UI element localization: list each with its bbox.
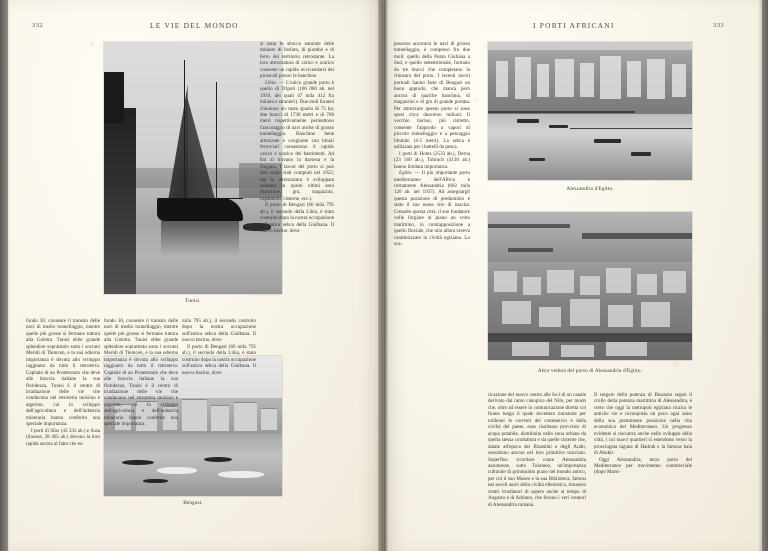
left-col-b2-text xyxy=(182,318,256,376)
right-col-a-para2: I porti di Homs (2533 ab.), Derna (23 560 ab.), Tobruch (4130 ab.) hanno limitata importanza. xyxy=(394,150,470,170)
right-col-b-para1: ricazione del nuovo centro alle foci di un canale derivato dal ramo canopico del Nilo, per modo che, oltre ad essere in comunicazione diretta col fiume lungo il quale dovettero transitare per millenni le correnti del commercio e della civiltà del paese, esso risultasse provvisto di acqua potabile, distribuita nella zona urbana da quella stessa conduttura e da quelle cisterne che, datate all'epoca dei Bizantini e degli Arabi, sussistono ancora nel loro primitivo tracciato. Superfluo ricordare come Alessandria assumesse, sotto Tolomeo, un'importanza culturale di primissimo piano nel mondo antico, per cui il suo Museo e la sua Biblioteca, famosi nei secoli aurei della civiltà ellenistica, rimasero centri irradiatori di sapere anche al tempo di Augusto e di Adriano, che furono i veri creatori di Alessandria romana. xyxy=(488,392,586,508)
caption-tunisi: Tunisi. xyxy=(185,298,201,304)
caption-bengasi: Bengasi. xyxy=(183,500,203,506)
photo-alessandria-port xyxy=(488,42,692,180)
left-col-a-text xyxy=(26,318,100,447)
left-col-c-para2 xyxy=(260,80,334,203)
right-running-head: I PORTI AFRICANI xyxy=(533,21,615,30)
left-col-c-para1: si sono lo sbocco naturale delle miniere di fosfato, di piombo e di ferro del territorio retrostante. La loro attrezzatura di carico e scarico consente un rapido avvicendarsi dei piroscafi presso le banchine. xyxy=(260,41,334,80)
right-col-a-text xyxy=(394,41,470,531)
left-col-c-para2-body: — L'unico grande porto è quello di Tripoli (106 000 ab. nel 1939, dei quali 47 mila 412 fra italiani e stranieri). Due moli foranei chiudono un vasto spazio di 75 ha; due bracci di 1730 metri e di 780 metri rispettivamente permettono l'ancoraggio di navi anche di grosso tonnellaggio. Banchine bene attrezzate e congiunte con binari ferroviari consentono il rapido carico e scarico dei bastimenti. Ad Est si trovano la darsena e la Dogana. I lavori del porto si può dire siano stati compiuti nel 1922, ma la attrezzatura è sviluppata soltanto in questi ultimi anni (banchine, gru, magazzini, capannoni, cisterne, ecc.). xyxy=(260,79,334,202)
left-col-b2-upper: mila 795 ab.), il secondo costruito dopo la nostra occupazione sull'antica sebca della Giulbana. Il nuovo bacino, dove xyxy=(182,318,256,344)
lead-libia: Libia. xyxy=(265,79,277,86)
left-col-c-text xyxy=(260,41,334,531)
photo-alessandria-port-alt-view xyxy=(488,212,692,360)
right-col-a-upper: possono ancorarsi le navi di grosso tonnellaggio, è compreso fra due moli: quello della Punta Giuliana a Sud, e quello settentrionale, formato da tre bracci che completano la chiusura del porto. I recenti lavori portuali hanno fatto di Bengasi un buon approdo, che manca però ancora di qualche banchina, di magazzini e di gru di grande portata. Per attrezzare questo porto si sono spesi circa duecento milioni. Il vecchio bacino, più ristretto, consente l'approdo a vapori di piccolo tonnellaggio e a pescaggio limitato (4-5 metri). La sebca è utilizzata per i battelli da pesca. xyxy=(394,41,470,151)
left-col-a-upper: fondo 30, consente il transito delle navi di medio tonnellaggio, mentre quelle più grosse si fermano tuttora alla Goletta. Tunisi ebbe grande splendore soprattutto sotto i sovrani Meridi di Tlemcen, e la sua odierna importanza è dovuta allo sviluppo raggiunto da tutto il retroterra. Capitale di un Protettorato che deve alle braccia italiane la sua floridezza, Tunisi è il centro di irradiazione delle vie che conducono nel retroterra tunisino e algerino, cui lo sviluppo dell'agricoltura e dell'industria mineraria hanno conferito una speciale importanza. xyxy=(26,318,100,428)
caption-alessandria-1: Alessandria d'Egitto. xyxy=(566,186,614,192)
left-col-a-lower: I porti di Sfax (43 333 ab.) e Susa (Sousse, 28 465 ab.) devono la loro rapida ascesa al fatto che es- xyxy=(26,427,100,447)
right-page-folio: 333 xyxy=(713,22,725,29)
right-col-b-text xyxy=(488,392,586,508)
left-col-b-text xyxy=(104,318,178,428)
right-col-c-para2: Il sorgere della potenza di Bisanzio segnò il crollo della potenza marittima di Alessandria, è certo che oggi la metropoli egiziana ricalca le antiche vie e riconquista un poco ogni anno della sua preminente posizione nella vita economica del Mediterraneo. Un progresso evidente si riscontra anche nello sviluppo della città, i cui nuovi quartieri si estendono verso la prosciugata laguna di Hadrah e la famosa baia di Abukir. xyxy=(594,392,692,457)
book-gutter xyxy=(378,0,388,551)
lead-egitto: Egitto. xyxy=(399,170,413,177)
right-col-c-para3: Oggi Alessandria, terzo porto del Mediterraneo per movimento commerciale (dopo Marsi- xyxy=(594,456,692,476)
photo-tunisi-harbour xyxy=(104,42,282,294)
left-col-b2-para3: Il porto di Bengasi (66 mila 795 ab.), il secondo della Libia, è stato costruito dopo la nostra occupazione sull'antica sebca della Giulbana. Il nuovo bacino, dove xyxy=(182,343,256,376)
right-col-a-para3-body: — Il più importante porto mediterraneo dell'Africa è certamente Alessandria (682 mila 120 ab. nel 1937). Ad assegnargli questa posizione di predominio è stato il suo nesso sito di nascita. Creando questa città, il suo fondatore volle forgiare al piano un volto marittimo, in contrapposizione a quello fluviale, che nito allora raveva caratterizzato la civiltà egiziana. Lo sca- xyxy=(394,170,470,248)
left-running-head: LE VIE DEL MONDO xyxy=(150,21,239,30)
caption-alessandria-2: Altra veduta del porto di Alessandria d'Egitto. xyxy=(537,368,643,374)
left-page-folio: 332 xyxy=(32,22,44,29)
right-col-c-text xyxy=(594,392,692,476)
right-col-a-para3 xyxy=(394,170,470,247)
left-col-c-para3: Il porto di Bengasi (66 mila 795 ab.), il secondo della Libia, è stato costruito dopo la nostra occupazione sull'antica sebca della Giulbana. Il nuovo bacino, dove xyxy=(260,202,334,235)
left-col-b-upper: fondo 30, consente il transito delle navi di medio tonnellaggio, mentre quelle più grosse si fermano tuttora alla Goletta. Tunisi ebbe grande splendore soprattutto sotto i sovrani Meridi di Tlemcen, e la sua odierna importanza è dovuta allo sviluppo raggiunto da tutto il retroterra. Capitale di un Protettorato che deve alle braccia italiane la sua floridezza, Tunisi è il centro di irradiazione delle vie che conducono nel retroterra tunisino e algerino, cui lo sviluppo dell'agricoltura e dell'industria mineraria hanno conferito una speciale importanza. xyxy=(104,318,178,428)
